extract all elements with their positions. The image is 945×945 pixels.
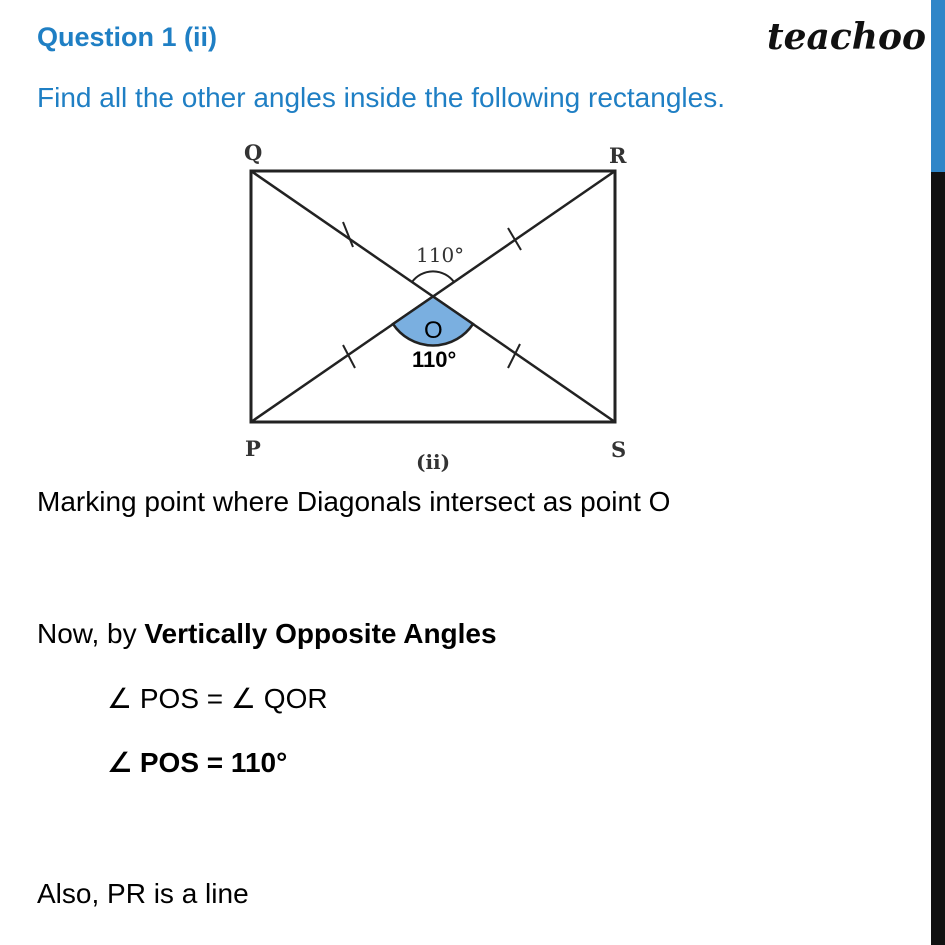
solution-line-1: Marking point where Diagonals intersect as point O	[37, 486, 671, 517]
angle-pos-label: 110°	[412, 347, 457, 372]
figure-caption: (ii)	[416, 450, 451, 474]
vertex-p-label: P	[245, 436, 261, 461]
tick-or	[508, 228, 521, 250]
vertically-opposite-angles-text: Vertically Opposite Angles	[144, 618, 497, 649]
scrollbar-thumb[interactable]	[931, 0, 945, 172]
vertex-q-label: Q	[244, 140, 263, 165]
solution-line-2-prefix: Now, by	[37, 618, 145, 649]
solution-line-3: ∠ POS = ∠ QOR	[107, 683, 328, 714]
question-text: Find all the other angles inside the following rectangles.	[37, 82, 725, 113]
solution-line-2	[37, 618, 497, 650]
teachoo-logo: teachoo	[767, 16, 926, 58]
point-o-label: O	[424, 317, 443, 344]
solution-line-5: Also, PR is a line	[37, 878, 249, 909]
question-title: Question 1 (ii)	[37, 22, 218, 52]
angle-qor-arc	[412, 271, 454, 282]
vertex-s-label: S	[611, 437, 627, 462]
vertex-r-label: R	[609, 143, 627, 168]
rectangle-figure	[0, 0, 930, 480]
solution-line-4: ∠ POS = 110°	[107, 747, 288, 778]
angle-qor-label: 110°	[416, 243, 465, 267]
